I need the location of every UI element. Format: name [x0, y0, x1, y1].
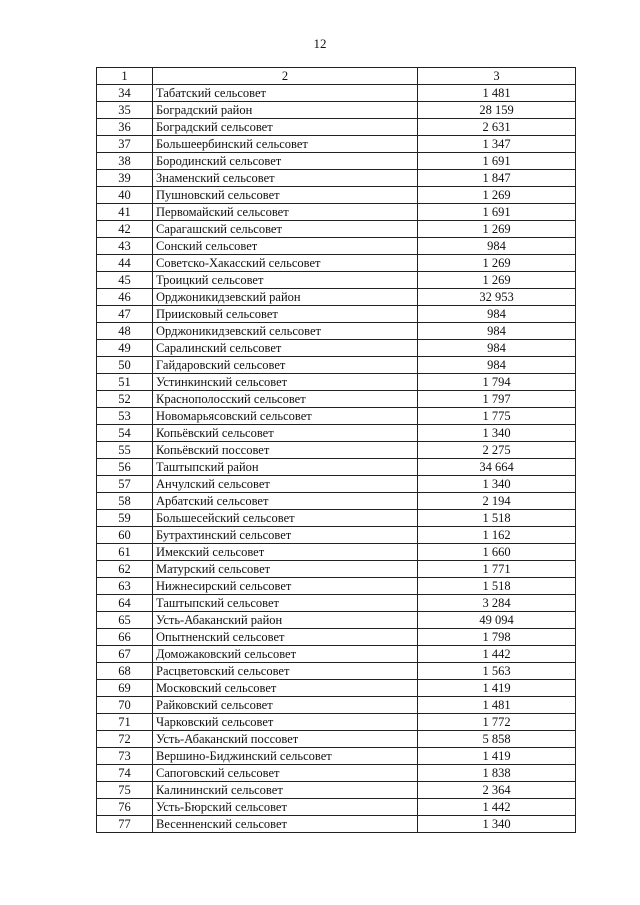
table-row: [97, 119, 576, 136]
row-number-cell: 58: [97, 493, 153, 510]
row-name-cell: Гайдаровский сельсовет: [153, 357, 418, 374]
row-name-cell: Усть-Абаканский поссовет: [153, 731, 418, 748]
table-row: [97, 629, 576, 646]
row-number-cell: 46: [97, 289, 153, 306]
row-name-cell: Орджоникидзевский район: [153, 289, 418, 306]
row-number-cell: 64: [97, 595, 153, 612]
row-number-cell: 74: [97, 765, 153, 782]
table-row: [97, 238, 576, 255]
row-number-cell: 73: [97, 748, 153, 765]
row-value-cell: 1 838: [418, 765, 576, 782]
row-name-cell: Матурский сельсовет: [153, 561, 418, 578]
row-value-cell: 5 858: [418, 731, 576, 748]
row-number-cell: 71: [97, 714, 153, 731]
table-row: [97, 816, 576, 833]
row-value-cell: 1 771: [418, 561, 576, 578]
row-value-cell: 28 159: [418, 102, 576, 119]
row-number-cell: 37: [97, 136, 153, 153]
row-name-cell: Советско-Хакасский сельсовет: [153, 255, 418, 272]
row-value-cell: 1 419: [418, 748, 576, 765]
row-value-cell: 2 631: [418, 119, 576, 136]
table-header: [97, 68, 576, 85]
row-value-cell: 1 518: [418, 510, 576, 527]
table-row: [97, 510, 576, 527]
data-table: [96, 67, 576, 833]
row-number-cell: 66: [97, 629, 153, 646]
row-value-cell: 1 660: [418, 544, 576, 561]
table-row: [97, 493, 576, 510]
row-number-cell: 51: [97, 374, 153, 391]
row-name-cell: Московский сельсовет: [153, 680, 418, 697]
table-row: [97, 255, 576, 272]
row-value-cell: 1 563: [418, 663, 576, 680]
page-number: 12: [313, 36, 327, 51]
row-value-cell: 49 094: [418, 612, 576, 629]
row-value-cell: 2 364: [418, 782, 576, 799]
row-name-cell: Вершино-Биджинский сельсовет: [153, 748, 418, 765]
table-row: [97, 85, 576, 102]
row-number-cell: 52: [97, 391, 153, 408]
row-value-cell: 1 798: [418, 629, 576, 646]
row-value-cell: 1 691: [418, 204, 576, 221]
header-row: [97, 68, 576, 85]
row-number-cell: 69: [97, 680, 153, 697]
row-number-cell: 56: [97, 459, 153, 476]
table-row: [97, 578, 576, 595]
row-value-cell: 1 847: [418, 170, 576, 187]
row-value-cell: 984: [418, 238, 576, 255]
table-row: [97, 272, 576, 289]
row-number-cell: 48: [97, 323, 153, 340]
row-value-cell: 1 269: [418, 255, 576, 272]
row-value-cell: 34 664: [418, 459, 576, 476]
row-value-cell: 1 340: [418, 816, 576, 833]
row-name-cell: Устинкинский сельсовет: [153, 374, 418, 391]
table-row: [97, 476, 576, 493]
row-number-cell: 54: [97, 425, 153, 442]
row-name-cell: Нижнесирский сельсовет: [153, 578, 418, 595]
table-row: [97, 136, 576, 153]
row-number-cell: 72: [97, 731, 153, 748]
table-row: [97, 391, 576, 408]
row-name-cell: Бутрахтинский сельсовет: [153, 527, 418, 544]
row-number-cell: 55: [97, 442, 153, 459]
table-row: [97, 306, 576, 323]
row-number-cell: 53: [97, 408, 153, 425]
table-body: [97, 85, 576, 833]
table-row: [97, 714, 576, 731]
row-name-cell: Саралинский сельсовет: [153, 340, 418, 357]
table-row: [97, 153, 576, 170]
table-row: [97, 221, 576, 238]
row-name-cell: Приисковый сельсовет: [153, 306, 418, 323]
table-row: [97, 544, 576, 561]
row-value-cell: 1 340: [418, 476, 576, 493]
column-header-value: 3: [418, 68, 576, 85]
row-value-cell: 1 442: [418, 646, 576, 663]
row-value-cell: 984: [418, 357, 576, 374]
row-number-cell: 50: [97, 357, 153, 374]
row-number-cell: 77: [97, 816, 153, 833]
table-row: [97, 561, 576, 578]
row-number-cell: 60: [97, 527, 153, 544]
row-number-cell: 45: [97, 272, 153, 289]
row-name-cell: Орджоникидзевский сельсовет: [153, 323, 418, 340]
row-value-cell: 1 794: [418, 374, 576, 391]
table-row: [97, 663, 576, 680]
row-value-cell: 984: [418, 306, 576, 323]
row-number-cell: 47: [97, 306, 153, 323]
row-number-cell: 41: [97, 204, 153, 221]
table-row: [97, 374, 576, 391]
table-row: [97, 527, 576, 544]
row-number-cell: 49: [97, 340, 153, 357]
row-name-cell: Калининский сельсовет: [153, 782, 418, 799]
row-name-cell: Анчулский сельсовет: [153, 476, 418, 493]
table-row: [97, 340, 576, 357]
table-row: [97, 289, 576, 306]
table-row: [97, 731, 576, 748]
row-name-cell: Чарковский сельсовет: [153, 714, 418, 731]
table-row: [97, 782, 576, 799]
table-row: [97, 799, 576, 816]
row-value-cell: 3 284: [418, 595, 576, 612]
table-row: [97, 408, 576, 425]
row-name-cell: Опытненский сельсовет: [153, 629, 418, 646]
row-name-cell: Первомайский сельсовет: [153, 204, 418, 221]
row-name-cell: Расцветовский сельсовет: [153, 663, 418, 680]
row-number-cell: 59: [97, 510, 153, 527]
row-number-cell: 57: [97, 476, 153, 493]
row-value-cell: 1 162: [418, 527, 576, 544]
table-row: [97, 680, 576, 697]
column-header-number: 1: [97, 68, 153, 85]
table-row: [97, 765, 576, 782]
row-number-cell: 43: [97, 238, 153, 255]
row-value-cell: 1 772: [418, 714, 576, 731]
row-value-cell: 32 953: [418, 289, 576, 306]
table-row: [97, 102, 576, 119]
row-number-cell: 36: [97, 119, 153, 136]
row-name-cell: Сарагашский сельсовет: [153, 221, 418, 238]
row-number-cell: 39: [97, 170, 153, 187]
row-value-cell: 1 419: [418, 680, 576, 697]
row-value-cell: 1 269: [418, 187, 576, 204]
row-value-cell: 1 340: [418, 425, 576, 442]
row-name-cell: Большеербинский сельсовет: [153, 136, 418, 153]
row-number-cell: 42: [97, 221, 153, 238]
row-value-cell: 1 797: [418, 391, 576, 408]
row-number-cell: 68: [97, 663, 153, 680]
row-name-cell: Доможаковский сельсовет: [153, 646, 418, 663]
row-name-cell: Весенненский сельсовет: [153, 816, 418, 833]
row-value-cell: 1 518: [418, 578, 576, 595]
row-name-cell: Копьёвский сельсовет: [153, 425, 418, 442]
row-number-cell: 61: [97, 544, 153, 561]
row-number-cell: 35: [97, 102, 153, 119]
row-name-cell: Знаменский сельсовет: [153, 170, 418, 187]
table-row: [97, 612, 576, 629]
row-number-cell: 44: [97, 255, 153, 272]
row-number-cell: 65: [97, 612, 153, 629]
row-name-cell: Усть-Абаканский район: [153, 612, 418, 629]
row-name-cell: Новомарьясовский сельсовет: [153, 408, 418, 425]
row-number-cell: 75: [97, 782, 153, 799]
row-number-cell: 62: [97, 561, 153, 578]
row-name-cell: Сонский сельсовет: [153, 238, 418, 255]
row-name-cell: Сапоговский сельсовет: [153, 765, 418, 782]
table-row: [97, 170, 576, 187]
table-row: [97, 204, 576, 221]
row-number-cell: 40: [97, 187, 153, 204]
row-name-cell: Пушновский сельсовет: [153, 187, 418, 204]
row-name-cell: Таштыпский район: [153, 459, 418, 476]
row-name-cell: Копьёвский поссовет: [153, 442, 418, 459]
table-row: [97, 748, 576, 765]
table-row: [97, 425, 576, 442]
row-value-cell: 1 269: [418, 221, 576, 238]
table-row: [97, 442, 576, 459]
row-value-cell: 1 775: [418, 408, 576, 425]
row-value-cell: 1 347: [418, 136, 576, 153]
row-number-cell: 67: [97, 646, 153, 663]
row-name-cell: Боградский сельсовет: [153, 119, 418, 136]
row-name-cell: Большесейский сельсовет: [153, 510, 418, 527]
row-number-cell: 38: [97, 153, 153, 170]
row-value-cell: 1 481: [418, 85, 576, 102]
row-value-cell: 1 269: [418, 272, 576, 289]
row-name-cell: Райковский сельсовет: [153, 697, 418, 714]
row-name-cell: Табатский сельсовет: [153, 85, 418, 102]
row-name-cell: Краснополосский сельсовет: [153, 391, 418, 408]
row-value-cell: 984: [418, 340, 576, 357]
table-row: [97, 187, 576, 204]
table-row: [97, 357, 576, 374]
table-row: [97, 697, 576, 714]
row-name-cell: Арбатский сельсовет: [153, 493, 418, 510]
row-name-cell: Имекский сельсовет: [153, 544, 418, 561]
row-name-cell: Бородинский сельсовет: [153, 153, 418, 170]
row-number-cell: 63: [97, 578, 153, 595]
row-value-cell: 2 194: [418, 493, 576, 510]
column-header-name: 2: [153, 68, 418, 85]
row-name-cell: Троицкий сельсовет: [153, 272, 418, 289]
row-value-cell: 1 691: [418, 153, 576, 170]
table-row: [97, 323, 576, 340]
row-number-cell: 34: [97, 85, 153, 102]
table-row: [97, 646, 576, 663]
row-value-cell: 2 275: [418, 442, 576, 459]
table-row: [97, 459, 576, 476]
row-name-cell: Боградский район: [153, 102, 418, 119]
table-row: [97, 595, 576, 612]
row-name-cell: Таштыпский сельсовет: [153, 595, 418, 612]
row-value-cell: 1 442: [418, 799, 576, 816]
row-value-cell: 984: [418, 323, 576, 340]
row-number-cell: 70: [97, 697, 153, 714]
row-number-cell: 76: [97, 799, 153, 816]
row-value-cell: 1 481: [418, 697, 576, 714]
row-name-cell: Усть-Бюрский сельсовет: [153, 799, 418, 816]
